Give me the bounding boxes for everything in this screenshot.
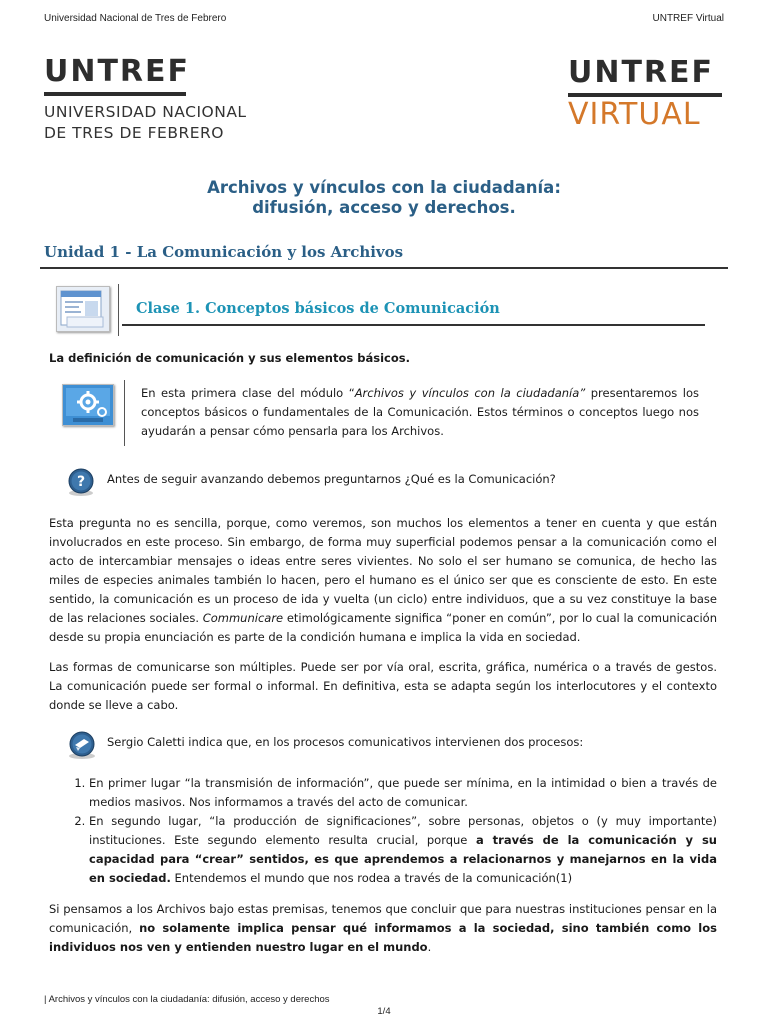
list-item: [89, 774, 717, 812]
list-item-2-text-a: En segundo lugar, “la producción de significaciones”, sobre personas, objetos o (y muy importante) instituciones. Este segundo elemento resulta crucial, porque: [89, 814, 717, 847]
gear-monitor-icon: [62, 384, 114, 426]
footer-title: | Archivos y vínculos con la ciudadanía: difusión, acceso y derechos: [44, 994, 330, 1005]
svg-text:?: ?: [76, 474, 86, 490]
intro-paragraph: [141, 384, 699, 441]
page-header-right: UNTREF Virtual: [652, 13, 724, 24]
list-item-1-text: En primer lugar “la transmisión de información”, que puede ser mínima, en la intimidad o bien a través de medios masivos. Nos informamos a través del acto de comunicar.: [89, 776, 717, 809]
class-title: Clase 1. Conceptos básicos de Comunicación: [136, 300, 500, 317]
list-item: [89, 812, 717, 888]
paragraph-1-text-b: etimológicamente significa “poner en común”, por lo cual la comunicación desde su propia enunciación es parte de la condición humana e implica la vida en sociedad.: [49, 611, 717, 644]
virtual-logo-sub: VIRTUAL: [568, 97, 701, 132]
paragraph-3-bold: no solamente implica pensar qué informamos a la sociedad, sino también como los individuos nos ven y entienden nuestro lugar en el mundo: [49, 921, 717, 954]
question-text: Antes de seguir avanzando debemos preguntarnos ¿Qué es la Comunicación?: [107, 472, 556, 486]
untref-logo: [44, 55, 264, 144]
list-item-2-bold: a través de la comunicación y su capacidad para “crear” sentidos, es que aprendemos a relacionarnos y manejarnos en la vida en sociedad.: [89, 833, 717, 885]
intro-italic: Archivos y vínculos con la ciudadanía”: [354, 386, 586, 400]
paragraph-3-text-a: Si pensamos a los Archivos bajo estas premisas, tenemos que concluir que para nuestras instituciones pensar en la comunicación,: [49, 902, 717, 935]
class-title-divider: [118, 284, 119, 336]
paragraph-3: [49, 900, 717, 957]
intro-text-1: En esta primera clase del módulo “: [141, 386, 355, 400]
logo-line2: DE TRES DE FEBRERO: [44, 124, 224, 142]
section-heading: La definición de comunicación y sus elementos básicos.: [49, 351, 410, 365]
paragraph-2: Las formas de comunicarse son múltiples. Puede ser por vía oral, escrita, gráfica, numérica o a través de gestos. La comunicación puede ser formal o informal. En definitiva, esta se adapta según los interlocutores y el contexto donde se lleve a cabo.: [49, 660, 717, 712]
paragraph-1-italic: Communicare: [202, 611, 284, 625]
list-item-2-text-b: Entendemos el mundo que nos rodea a través de la comunicación(1): [170, 871, 573, 885]
caletti-text: Sergio Caletti indica que, en los procesos comunicativos intervienen dos procesos:: [107, 735, 584, 749]
document-title-line1: Archivos y vínculos con la ciudadanía:: [207, 178, 561, 197]
document-title: [0, 178, 768, 218]
paragraph-1-text-a: Esta pregunta no es sencilla, porque, como veremos, son muchos los elementos a tener en cuenta y que están involucrados en este proceso. Sin embargo, de forma muy superficial podemos pensar a la comunicación como el acto de intercambiar mensajes o ideas entre seres vivientes. No solo el ser humano se comunica, de hecho las miles de especies animales también lo hacen, pero el humano es el único ser que es consciente de esto. En este sentido, la comunicación es un proceso de ida y vuelta (un ciclo) entre individuos, que a su vez constituye la base de las relaciones sociales.: [49, 516, 717, 625]
logo-line1: UNIVERSIDAD NACIONAL: [44, 103, 247, 121]
process-list: [49, 774, 717, 888]
document-icon: [56, 286, 110, 332]
page-header-left: Universidad Nacional de Tres de Febrero: [44, 13, 227, 24]
untref-virtual-logo: [568, 56, 728, 133]
unit-title: Unidad 1 - La Comunicación y los Archivos: [44, 243, 404, 261]
document-title-line2: difusión, acceso y derechos.: [252, 198, 516, 217]
unit-title-rule: [40, 267, 728, 269]
logo-word: UNTREF: [44, 54, 191, 89]
logo-rule: [44, 92, 186, 96]
quote-icon: [66, 730, 98, 760]
paragraph-1: [49, 514, 717, 647]
virtual-logo-word: UNTREF: [568, 55, 715, 90]
question-icon: [66, 467, 96, 497]
intro-text-2: presentaremos los conceptos básicos o fundamentales de la Comunicación. Estos términos o conceptos luego nos ayudarán a pensar cómo pensarla para los Archivos.: [141, 386, 699, 438]
class-title-rule: [122, 324, 705, 326]
page-number: 1/4: [377, 1006, 391, 1017]
paragraph-3-text-b: .: [427, 940, 432, 954]
intro-divider: [124, 380, 125, 446]
